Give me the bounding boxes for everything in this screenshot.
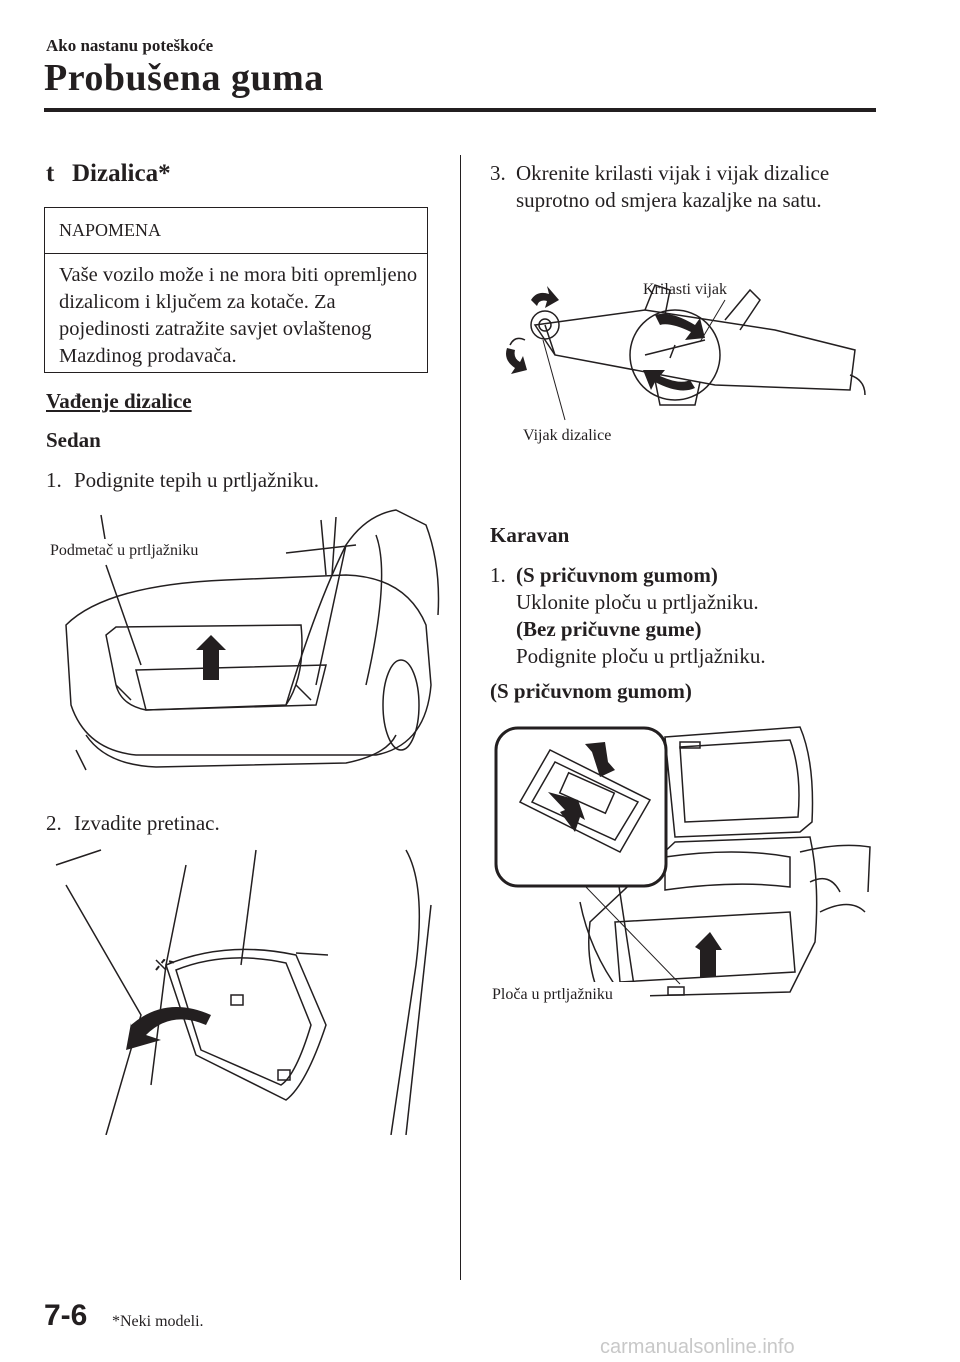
spare-tire-subheading: (S pričuvnom gumom): [490, 679, 692, 703]
karavan-step-1-case-b: (Bez pričuvne gume): [516, 617, 702, 641]
karavan-step-1-action-a: Uklonite ploču u prtljažniku.: [516, 590, 759, 614]
fig3-label-wing-bolt: Krilasti vijak: [643, 281, 727, 298]
fig3-label-jack-bolt: Vijak dizalice: [523, 427, 612, 444]
note-body: Vaše vozilo može i ne mora biti opremljeno dizalicom i ključem za kotače. Za pojedinosti zatražite savjet ovlaštenog Mazdinog prodavača.: [59, 264, 418, 367]
removal-subheading: Vađenje dizalice: [46, 389, 192, 413]
section-bullet: t: [46, 160, 55, 187]
section-heading: [46, 160, 171, 188]
step-3-number: 3.: [490, 161, 506, 185]
breadcrumb: Ako nastanu poteškoće: [46, 36, 214, 55]
step-2-number: 2.: [46, 811, 62, 835]
note-heading: NAPOMENA: [45, 208, 427, 254]
step-1-number: 1.: [46, 468, 62, 492]
section-title: Dizalica*: [72, 160, 171, 187]
sedan-heading: Sedan: [46, 428, 101, 452]
page-number: 7-6: [44, 1299, 88, 1332]
column-divider: [460, 155, 461, 1280]
step-1-text: Podignite tepih u prtljažniku.: [74, 468, 319, 492]
step-3-line-2: suprotno od smjera kazaljke na satu.: [516, 188, 822, 212]
karavan-heading: Karavan: [490, 523, 570, 547]
fig1-label-trunk-mat: Podmetač u prtljažniku: [50, 542, 199, 559]
storage-box-figure: [46, 845, 446, 1135]
header-divider: [44, 108, 876, 112]
page-title: Probušena guma: [44, 57, 324, 99]
sedan-trunk-figure: [46, 505, 446, 800]
step-3-line-1: Okrenite krilasti vijak i vijak dizalice: [516, 161, 830, 185]
karavan-step-1-case-a: (S pričuvnom gumom): [516, 563, 718, 587]
wagon-trunk-figure: [490, 722, 875, 1012]
note-box: [44, 207, 428, 373]
karavan-step-1-number: 1.: [490, 563, 506, 587]
watermark: carmanualsonline.info: [600, 1336, 795, 1358]
step-2-text: Izvadite pretinac.: [74, 811, 220, 835]
footnote: *Neki modeli.: [112, 1313, 204, 1330]
fig4-label-floor-board: Ploča u prtljažniku: [492, 986, 613, 1003]
karavan-step-1-action-b: Podignite ploču u prtljažniku.: [516, 644, 766, 668]
jack-figure: [495, 270, 870, 455]
